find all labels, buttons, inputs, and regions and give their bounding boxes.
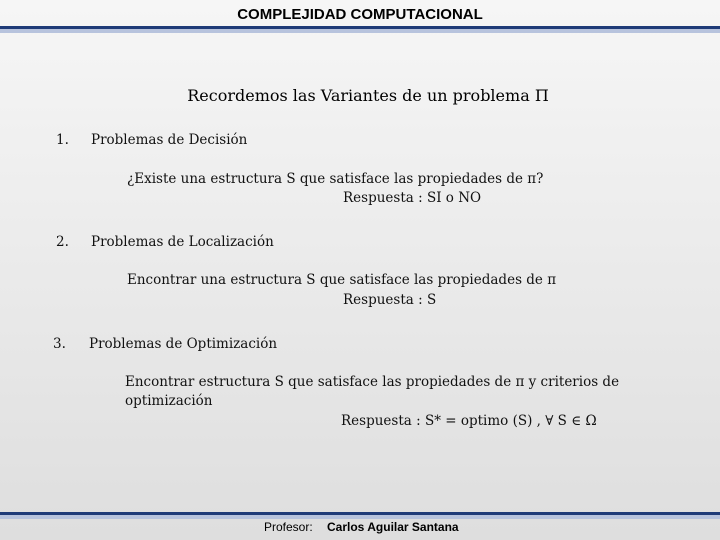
- item-2-number: 2.: [56, 234, 69, 250]
- item-3-answer: Respuesta : S* = optimo (S) , ∀ S ∈ Ω: [341, 413, 597, 429]
- footer-professor-name: Carlos Aguilar Santana: [327, 520, 459, 534]
- footer-label: Profesor:: [264, 520, 313, 534]
- item-1-number: 1.: [56, 132, 69, 148]
- item-3-description-line2: optimización: [125, 393, 213, 409]
- item-2-answer: Respuesta : S: [343, 292, 437, 308]
- item-3-number: 3.: [53, 336, 66, 352]
- item-3-title: Problemas de Optimización: [89, 336, 278, 352]
- item-1-title: Problemas de Decisión: [91, 132, 248, 148]
- item-2-description: Encontrar una estructura S que satisface las propiedades de π: [127, 272, 557, 288]
- footer-divider-accent: [0, 515, 720, 519]
- item-1-answer: Respuesta : SI o NO: [343, 190, 482, 206]
- item-3-description-line1: Encontrar estructura S que satisface las propiedades de π y criterios de: [125, 374, 620, 390]
- slide-header-title: COMPLEJIDAD COMPUTACIONAL: [237, 6, 483, 23]
- item-2-title: Problemas de Localización: [91, 234, 274, 250]
- item-1-description: ¿Existe una estructura S que satisface las propiedades de π?: [127, 171, 544, 187]
- header-divider-accent: [0, 29, 720, 33]
- intro-heading: Recordemos las Variantes de un problema Π: [187, 86, 549, 105]
